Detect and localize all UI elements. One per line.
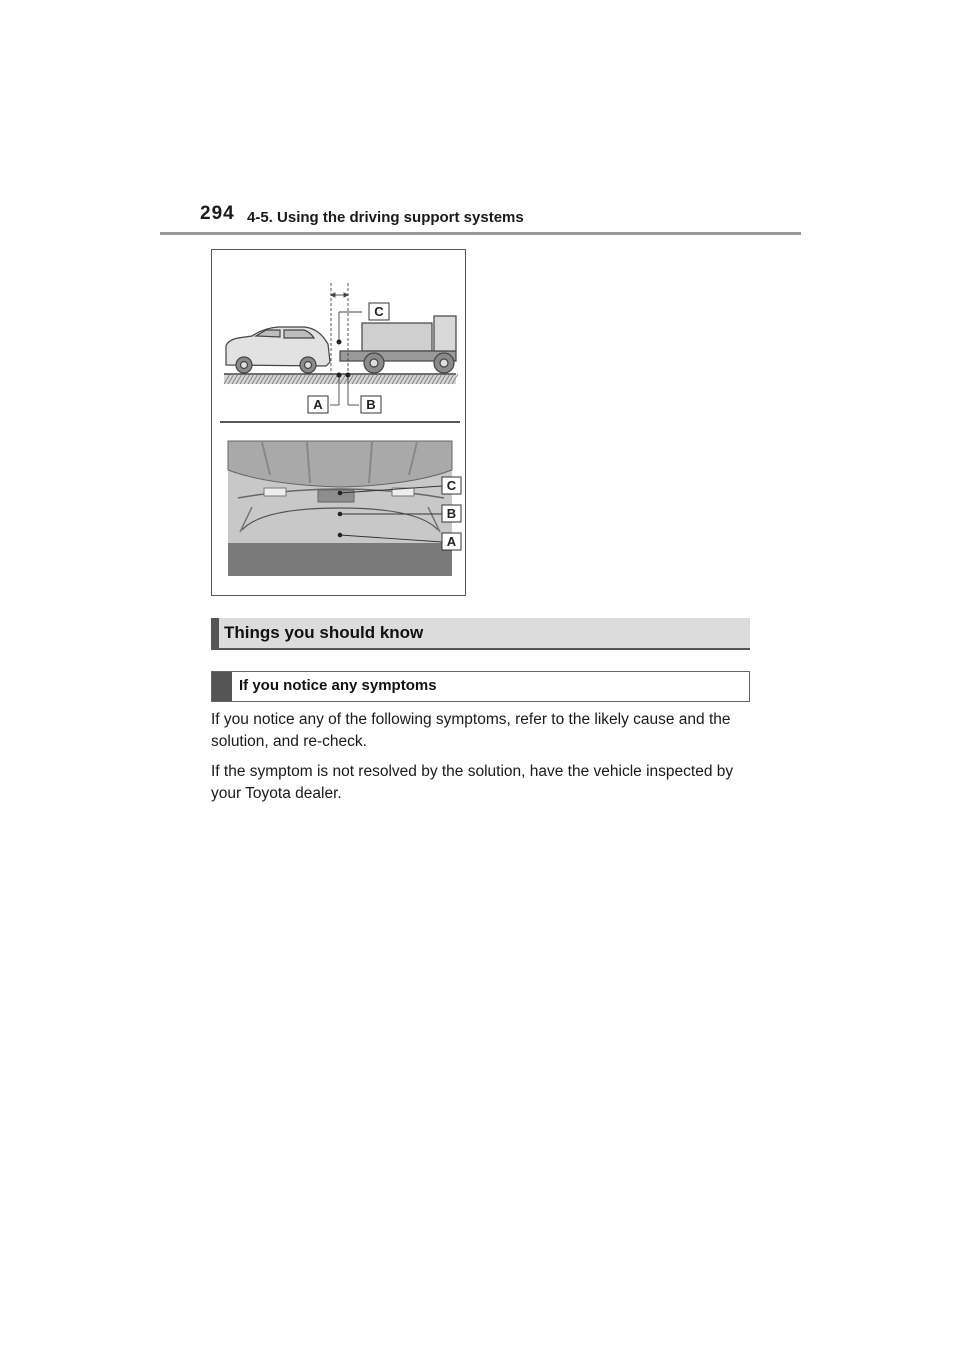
symptoms-subheading: [211, 671, 750, 702]
paragraph-1: If you notice any of the following symptoms, refer to the likely cause and the solution, and re-check.: [211, 711, 731, 750]
figure-illustration: [212, 250, 467, 597]
camera-guide-figure: [211, 249, 466, 596]
label-b-top: B: [366, 397, 376, 412]
label-a-camera: A: [446, 534, 457, 549]
section-title: 4-5. Using the driving support systems: [247, 209, 524, 226]
page-number: 294: [200, 203, 235, 224]
distance-guides: [330, 283, 362, 405]
symptoms-subheading-text: If you notice any symptoms: [239, 677, 437, 694]
label-b-camera: B: [446, 506, 457, 521]
label-c-camera: C: [446, 478, 457, 493]
paragraph-2: If the symptom is not resolved by the solution, have the vehicle inspected by your Toyota dealer.: [211, 763, 734, 802]
rear-camera-view: [228, 441, 452, 576]
truck-icon: [340, 316, 456, 373]
header-rule: [160, 232, 801, 235]
label-a-top: A: [313, 397, 323, 412]
subheading-tab: [212, 672, 232, 701]
label-c-top: C: [374, 304, 384, 319]
things-you-should-know-heading: [211, 618, 750, 650]
things-heading-text: Things you should know: [224, 623, 424, 642]
heading-tab: [211, 618, 219, 648]
suv-car-icon: [226, 327, 330, 373]
